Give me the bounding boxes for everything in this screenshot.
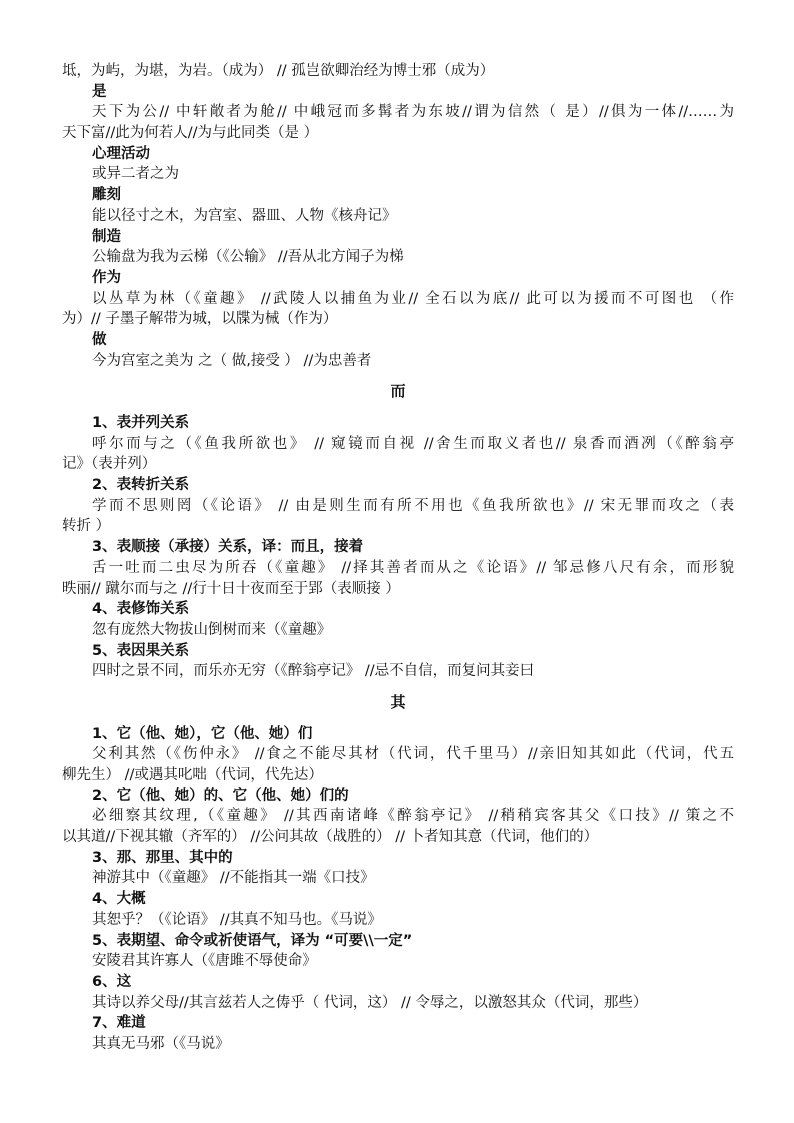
subheading: 雕刻 bbox=[92, 187, 121, 204]
text-line: 其诗以养父母//其言兹若人之俦乎（ 代词，这） // 令辱之，以激怒其众（代词，那些） bbox=[92, 994, 648, 1011]
subheading: 1、表并列关系 bbox=[92, 415, 190, 431]
text-line: 今为宫室之美为 之（ 做,接受 ） //为忠善者 bbox=[92, 352, 372, 369]
subheading: 心理活动 bbox=[92, 145, 150, 162]
text-line: 安陵君其许寡人（《唐雎不辱使命》 bbox=[92, 953, 317, 970]
text-line: 忽有庞然大物拔山倒树而来（《童趣》 bbox=[92, 621, 332, 638]
subheading: 5、表因果关系 bbox=[92, 642, 190, 659]
subheading: 5、表期望、命令或祈使语气，译为 “可要\\一定” bbox=[92, 932, 413, 949]
text-line: 记》（表并列） bbox=[62, 456, 157, 473]
text-line: 坻，为屿，为堪，为岩。（成为） // 孤岂欲卿治经为博士邪（成为） bbox=[62, 63, 495, 79]
text-line: 呼尔而与之（《鱼我所欲也》 // 窥镜而自视 //舍生而取义者也// 泉香而酒冽（《醉翁亭 bbox=[92, 435, 734, 452]
text-line: 父利其然（《伤仲永》 //食之不能尽其材（代词，代千里马）//亲旧知其如此（代词，代五 bbox=[92, 746, 734, 763]
text-line: 能以径寸之木，为宫室、器皿、人物《核舟记》 bbox=[92, 207, 397, 224]
subheading: 7、难道 bbox=[92, 1015, 146, 1032]
subheading: 是 bbox=[92, 83, 107, 100]
section-title-er: 而 bbox=[390, 382, 406, 401]
text-line: 神游其中（《童趣》 //不能指其一端《口技》 bbox=[92, 870, 375, 887]
subheading: 做 bbox=[92, 331, 107, 348]
subheading: 3、那、那里、其中的 bbox=[92, 849, 233, 866]
subheading: 3、表顺接（承接）关系，译：而且，接着 bbox=[92, 539, 364, 556]
subheading: 6、这 bbox=[92, 973, 132, 990]
text-line: 四时之景不同，而乐亦无穷（《醉翁亭记》 //忌不自信，而复问其妾曰 bbox=[92, 663, 535, 680]
subheading: 作为 bbox=[92, 269, 121, 286]
text-line: 以其道//下视其辙（齐军的） //公问其故（战胜的） // 卜者知其意（代词，他们的） bbox=[62, 829, 599, 846]
text-line: 其恕乎？（《论语》 //其真不知马也。《马说》 bbox=[92, 911, 382, 928]
document-body bbox=[62, 61, 734, 1055]
subheading: 1、它（他、她），它（他、她）们 bbox=[92, 725, 313, 742]
text-line: 柳先生） //或遇其叱咄（代词，代先达） bbox=[62, 767, 323, 783]
subheading: 2、它（他、她）的、它（他、她）们的 bbox=[92, 787, 349, 804]
text-line: 为）// 子墨子解带为城，以牒为械（作为） bbox=[62, 311, 338, 328]
section-title-qi: 其 bbox=[390, 692, 406, 711]
subheading: 4、大概 bbox=[92, 891, 146, 908]
text-line: 以丛草为林（《童趣》 //武陵人以捕鱼为业// 全石以为底// 此可以为援而不可图也 （作 bbox=[92, 290, 734, 307]
text-line: 舌一吐而二虫尽为所吞（《童趣》 //择其善者而从之《论语》// 邹忌修八尺有余，而形貌 bbox=[92, 559, 734, 576]
subheading: 4、表修饰关系 bbox=[92, 601, 190, 618]
text-line: 学而不思则罔（《论语》 // 由是则生而有所不用也《鱼我所欲也》// 宋无罪而攻之（表 bbox=[92, 497, 734, 514]
text-line: 必细察其纹理,（《童趣》 //其西南诸峰《醉翁亭记》 //稍稍宾客其父《口技》// 策之不 bbox=[92, 808, 734, 825]
text-line: 天下富//此为何若人//为与此同类（是 ） bbox=[62, 125, 319, 142]
text-line: 昳丽// 蹴尔而与之 //行十日十夜而至于郢（表顺接 ） bbox=[62, 580, 400, 597]
text-line: 转折 ） bbox=[62, 518, 111, 535]
subheading: 2、表转折关系 bbox=[92, 477, 190, 494]
text-line: 其真无马邪（《马说》 bbox=[92, 1035, 230, 1052]
text-line: 或异二者之为 bbox=[92, 166, 179, 183]
text-line: 天下为公// 中轩敞者为舱// 中峨冠而多髯者为东坡//谓为信然（ 是）//俱为一体//……为 bbox=[92, 104, 734, 121]
subheading: 制造 bbox=[92, 228, 121, 245]
text-line: 公输盘为我为云梯（《公输》 //吾从北方闻子为梯 bbox=[92, 249, 404, 266]
